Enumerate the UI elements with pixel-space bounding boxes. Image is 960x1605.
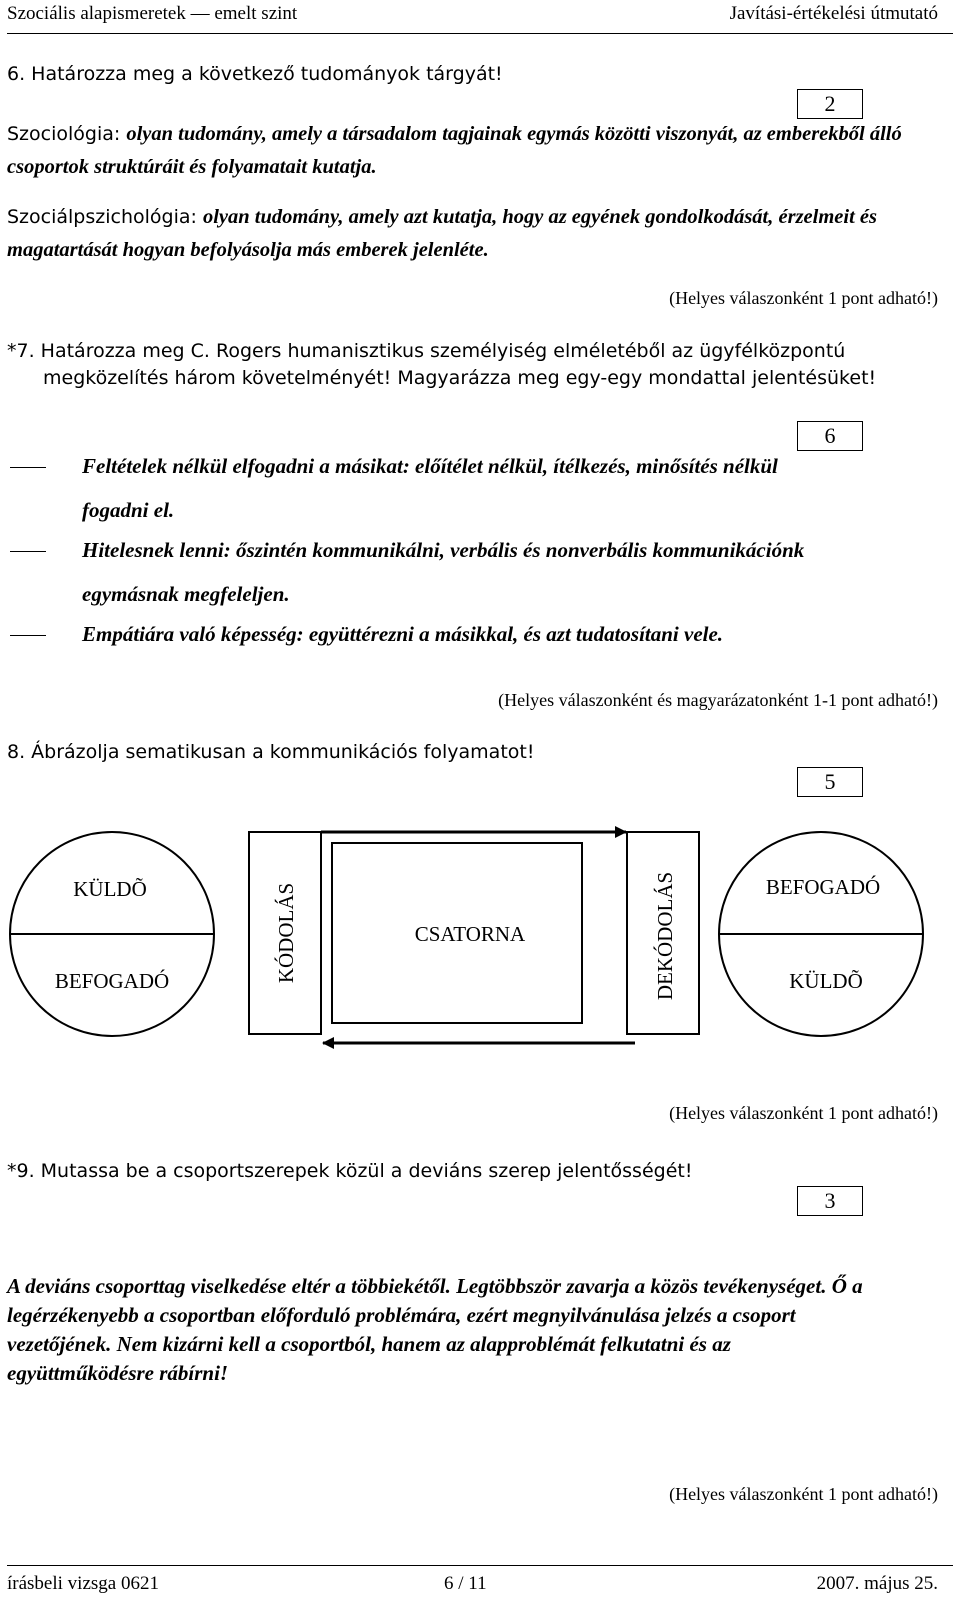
q6-psy-definition: olyan tudomány, amely azt kutatja, hogy az egyének gondolkodását, érzelmeit és magatartását hogyan befolyásolja más emberek jelenléte. xyxy=(7,206,877,261)
q8-points-box: 5 xyxy=(797,767,863,797)
encoding-label: KÓDOLÁS xyxy=(274,882,298,984)
q6-psy-label: Szociálpszichológia: xyxy=(7,206,203,228)
q8-question: 8. Ábrázolja sematikusan a kommunikációs folyamatot! xyxy=(7,741,535,763)
q6-social-psychology xyxy=(7,201,932,267)
left-party-top-label: KÜLDÕ xyxy=(73,877,147,901)
q7-item3-bullet xyxy=(10,635,46,636)
q7-item1-line1: Feltételek nélkül elfogadni a másikat: előítélet nélkül, ítélkezés, minősítés nélkül xyxy=(82,454,778,478)
footer-rule xyxy=(7,1565,953,1566)
q7-points-box: 6 xyxy=(797,421,863,451)
q7-item2-bullet xyxy=(10,551,46,552)
q9-points-box: 3 xyxy=(797,1186,863,1216)
q7-item3-line1: Empátiára való képesség: együttérezni a másikkal, és azt tudatosítani vele. xyxy=(82,622,724,646)
header-left: Szociális alapismeretek — emelt szint xyxy=(7,3,298,24)
header-rule xyxy=(7,33,953,34)
communication-diagram xyxy=(0,820,960,1080)
q6-sociology-definition: olyan tudomány, amely a társadalom tagjainak egymás közötti viszonyát, az emberekből álló csoportok struktúráit és folyamatait kutatja. xyxy=(7,123,902,178)
q7-item1-bullet xyxy=(10,467,46,468)
q7-item2-line2: egymásnak megfeleljen. xyxy=(82,582,290,606)
q7-item2-line1: Hitelesnek lenni: őszintén kommunikálni, verbális és nonverbális kommunikációnk xyxy=(82,538,805,562)
footer-left: írásbeli vizsga 0621 xyxy=(7,1573,159,1594)
q6-points-box: 2 xyxy=(797,89,863,119)
q7-question-line2: megközelítés három követelményét! Magyarázza meg egy-egy mondattal jelentésüket! xyxy=(43,367,877,389)
q9-answer: A deviáns csoporttag viselkedése eltér a többiekétől. Legtöbbször zavarja a közös tevékenységet. Ő a legérzékenyebb a csoportban előforduló problémára, ezért megnyilvánulása jelzés a csoport vezetőjének. Nem kizárni kell a csoportból, hanem az alapproblémát felkutatni és az együttműködésre rábírni! xyxy=(7,1274,863,1385)
footer-right: 2007. május 25. xyxy=(816,1573,938,1594)
header-right: Javítási-értékelési útmutató xyxy=(729,3,938,24)
q6-question: 6. Határozza meg a következő tudományok tárgyát! xyxy=(7,63,503,85)
q7-scoring-note: (Helyes válaszonként és magyarázatonként 1-1 pont adható!) xyxy=(498,690,938,710)
q9-question: *9. Mutassa be a csoportszerepek közül a deviáns szerep jelentősségét! xyxy=(7,1160,693,1182)
q6-scoring-note: (Helyes válaszonként 1 pont adható!) xyxy=(669,288,938,308)
right-party-top-label: BEFOGADÓ xyxy=(765,875,881,899)
q7-item1-line2: fogadni el. xyxy=(82,498,175,522)
q6-sociology xyxy=(7,118,907,184)
footer-page-number: 6 / 11 xyxy=(444,1573,487,1594)
right-party-bottom-label: KÜLDÕ xyxy=(789,969,863,993)
q6-sociology-label: Szociológia: xyxy=(7,123,127,145)
left-party-bottom-label: BEFOGADÓ xyxy=(54,969,170,993)
decoding-label: DEKÓDOLÁS xyxy=(653,871,677,1001)
q8-scoring-note: (Helyes válaszonként 1 pont adható!) xyxy=(669,1103,938,1123)
q7-question-line1: *7. Határozza meg C. Rogers humanisztikus személyiség elméletéből az ügyfélközpontú xyxy=(7,340,846,362)
channel-label: CSATORNA xyxy=(414,922,526,946)
q9-scoring-note: (Helyes válaszonként 1 pont adható!) xyxy=(669,1484,938,1504)
